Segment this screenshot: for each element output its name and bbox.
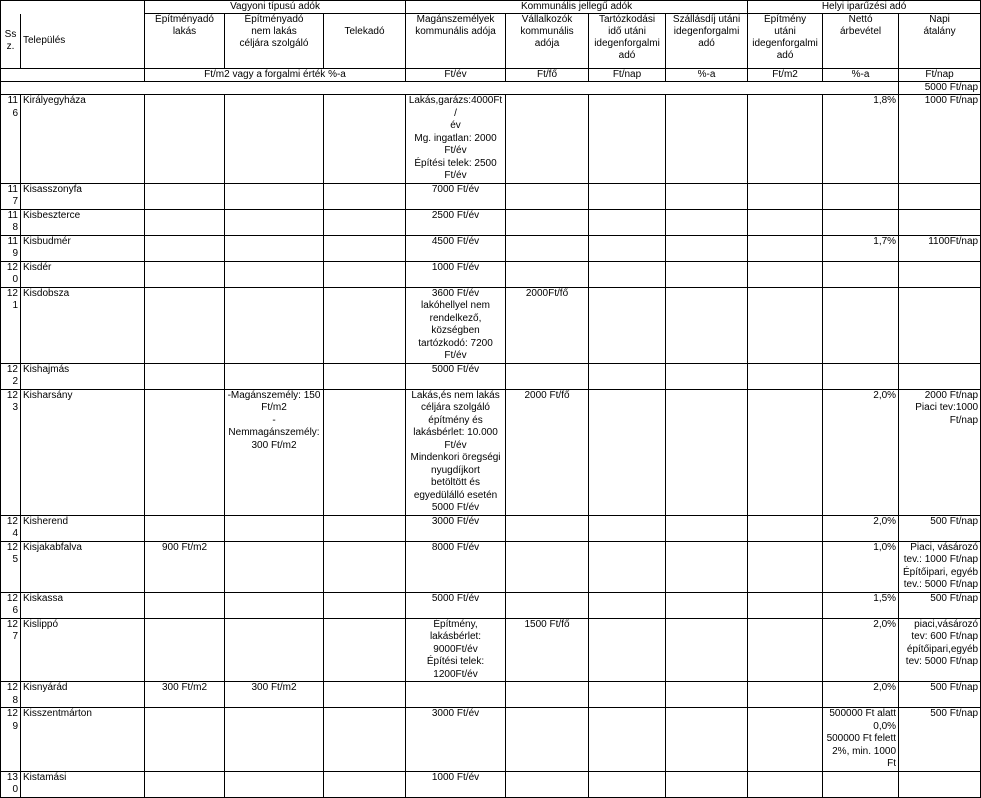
cell-ssz: 117 — [1, 183, 21, 209]
col-vallalkozok: Vállalkozók kommunális adója — [506, 14, 589, 69]
table-body — [1, 95, 981, 798]
table-row — [1, 209, 981, 235]
cell-epitmeny-nem-lakas — [225, 261, 324, 287]
cell-maganszemely-line: Ft/év — [444, 439, 467, 451]
cell-napi — [899, 183, 981, 209]
cell-epitmeny-nem-lakas — [225, 708, 324, 772]
cell-ssz: 127 — [1, 618, 21, 682]
cell-tartozkodasi — [589, 209, 666, 235]
cell-napi-line: 500 Ft/nap — [930, 708, 979, 719]
cell-epitmeny-nem-lakas-line: -Nemmagánszemély: — [228, 414, 320, 438]
cell-tartozkodasi — [589, 618, 666, 682]
cell-epitmeny-lakas: 900 Ft/m2 — [145, 541, 225, 592]
col-epitmeny-ig: Építmény utáni idegenforgalmi adó — [748, 14, 823, 69]
cell-maganszemely-line: céljára szolgáló — [421, 402, 490, 413]
cell-telepules: Kisherend — [21, 515, 145, 541]
cell-napi-line: építőipari,egyéb — [906, 643, 979, 655]
cell-telekado — [324, 389, 406, 515]
cell-maganszemely — [406, 363, 506, 389]
cell-tartozkodasi — [589, 261, 666, 287]
cell-epitmeny-nem-lakas-line: -Magánszemély: 150 — [227, 389, 321, 401]
cell-telekado — [324, 363, 406, 389]
table-row — [1, 389, 981, 515]
cell-epitmeny-ig — [748, 515, 823, 541]
cell-maganszemely-line: Mg. ingatlan: 2000 — [414, 132, 497, 144]
cell-maganszemely-line: építmény és — [428, 414, 483, 426]
cell-szallasdij — [666, 235, 748, 261]
cell-ssz: 120 — [1, 261, 21, 287]
cell-ssz: 130 — [1, 771, 21, 797]
cell-szallasdij — [666, 771, 748, 797]
table-row — [1, 261, 981, 287]
cell-netto-line: 0,0% — [873, 720, 897, 732]
cell-napi — [899, 682, 981, 708]
cell-vallalkozok: 1500 Ft/fő — [506, 618, 589, 682]
cell-epitmeny-lakas — [145, 209, 225, 235]
cell-tartozkodasi — [589, 389, 666, 515]
cell-maganszemely — [406, 235, 506, 261]
cell-maganszemely-line: lakásbérlet: — [429, 631, 482, 642]
cell-maganszemely-line: 1000 Ft/év — [431, 771, 480, 783]
cell-telekado — [324, 209, 406, 235]
cell-maganszemely — [406, 95, 506, 184]
cell-epitmeny-nem-lakas — [225, 287, 324, 363]
cell-epitmeny-ig — [748, 363, 823, 389]
cell-maganszemely-line: Lakás,garázs:4000Ft/ — [408, 95, 503, 119]
cell-ssz: 129 — [1, 708, 21, 772]
cell-tartozkodasi — [589, 771, 666, 797]
cell-napi-line: tev: 5000 Ft/nap — [905, 656, 979, 667]
cell-napi-line: tev.: 1000 Ft/nap — [903, 554, 979, 565]
cell-szallasdij — [666, 287, 748, 363]
cell-szallasdij — [666, 682, 748, 708]
cell-maganszemely-line: Ft/év — [444, 145, 467, 156]
cell-maganszemely — [406, 592, 506, 618]
cell-epitmeny-ig — [748, 261, 823, 287]
cell-telepules: Kiskassa — [21, 592, 145, 618]
cell-epitmeny-lakas — [145, 771, 225, 797]
cell-tartozkodasi — [589, 708, 666, 772]
cell-netto: 1,8% — [823, 95, 899, 184]
cell-napi — [899, 708, 981, 772]
cell-maganszemely-line: 7000 Ft/év — [431, 183, 480, 195]
cell-maganszemely-line: Építési telek: 2500 — [414, 157, 497, 169]
cell-napi-line: piaci,vásározó — [914, 618, 979, 630]
cell-szallasdij — [666, 261, 748, 287]
cell-napi — [899, 541, 981, 592]
cell-szallasdij — [666, 363, 748, 389]
col-epitmeny-lakas: Építményadó lakás — [145, 14, 225, 69]
col-telekado: Telekadó — [324, 14, 406, 69]
cell-telekado — [324, 287, 406, 363]
cell-maganszemely-line: Ft/év — [444, 170, 467, 181]
cell-epitmeny-nem-lakas — [225, 541, 324, 592]
cell-ssz: 122 — [1, 363, 21, 389]
cell-epitmeny-lakas — [145, 287, 225, 363]
cell-netto-line: 500000 Ft felett — [826, 733, 897, 744]
cell-telepules: Kislippó — [21, 618, 145, 682]
table-row — [1, 95, 981, 184]
top-napi-note: 5000 Ft/nap — [899, 82, 981, 95]
table-header — [1, 1, 981, 95]
cell-epitmeny-ig — [748, 287, 823, 363]
cell-napi-line: 1100Ft/nap — [928, 235, 979, 247]
cell-telepules: Kistamási — [21, 771, 145, 797]
cell-maganszemely — [406, 618, 506, 682]
cell-maganszemely-line: községben — [431, 325, 480, 336]
cell-maganszemely — [406, 515, 506, 541]
cell-maganszemely-line: Építmény, — [433, 618, 478, 630]
cell-maganszemely-line: 3600 Ft/év — [431, 287, 480, 299]
col-ssz: Ssz. — [1, 14, 21, 69]
cell-vallalkozok — [506, 95, 589, 184]
cell-telekado — [324, 771, 406, 797]
cell-netto: 1,5% — [823, 592, 899, 618]
cell-netto-line: 500000 Ft alatt — [829, 708, 897, 719]
cell-telekado — [324, 183, 406, 209]
cell-vallalkozok — [506, 515, 589, 541]
cell-napi-line: 500 Ft/nap — [930, 592, 979, 604]
table-row — [1, 183, 981, 209]
cell-maganszemely-line: lakásbérlet: 10.000 — [413, 427, 498, 438]
cell-netto: 2,0% — [823, 682, 899, 708]
col-telepules: Település — [21, 14, 145, 69]
cell-epitmeny-lakas — [145, 592, 225, 618]
unit-tartozkodasi: Ft/nap — [589, 69, 666, 82]
cell-maganszemely-line: 1200Ft/év — [433, 668, 478, 680]
cell-maganszemely — [406, 771, 506, 797]
cell-maganszemely-line: lakóhellyel nem — [421, 300, 490, 311]
cell-tartozkodasi — [589, 541, 666, 592]
cell-maganszemely-line: Ft/év — [444, 350, 467, 361]
cell-telepules: Kisjakabfalva — [21, 541, 145, 592]
cell-netto — [823, 183, 899, 209]
group-ipar: Helyi iparűzési adó — [748, 1, 981, 14]
col-netto: Nettó árbevétel — [823, 14, 899, 69]
cell-telekado — [324, 618, 406, 682]
cell-epitmeny-lakas — [145, 389, 225, 515]
cell-telekado — [324, 682, 406, 708]
cell-telepules: Kishajmás — [21, 363, 145, 389]
cell-ssz: 123 — [1, 389, 21, 515]
cell-tartozkodasi — [589, 287, 666, 363]
cell-napi — [899, 771, 981, 797]
cell-epitmeny-nem-lakas — [225, 771, 324, 797]
cell-epitmeny-nem-lakas — [225, 183, 324, 209]
cell-maganszemely-line: egyedülálló esetén — [413, 489, 498, 501]
cell-tartozkodasi — [589, 183, 666, 209]
cell-vallalkozok — [506, 708, 589, 772]
cell-maganszemely — [406, 183, 506, 209]
col-szallasdij: Szállásdíj utáni idegenforgalmi adó — [666, 14, 748, 69]
cell-netto: 1,7% — [823, 235, 899, 261]
cell-tartozkodasi — [589, 235, 666, 261]
cell-tartozkodasi — [589, 363, 666, 389]
cell-netto: 2,0% — [823, 389, 899, 515]
cell-epitmeny-ig — [748, 682, 823, 708]
cell-epitmeny-nem-lakas: 300 Ft/m2 — [225, 682, 324, 708]
cell-maganszemely — [406, 261, 506, 287]
cell-telekado — [324, 235, 406, 261]
cell-szallasdij — [666, 183, 748, 209]
cell-netto — [823, 261, 899, 287]
table-row — [1, 515, 981, 541]
cell-epitmeny-nem-lakas — [225, 389, 324, 515]
cell-vallalkozok — [506, 592, 589, 618]
cell-napi — [899, 235, 981, 261]
cell-napi-line: Piaci, vásározó — [910, 541, 979, 553]
cell-vallalkozok — [506, 682, 589, 708]
cell-vallalkozok — [506, 541, 589, 592]
col-napi: Napi átalány — [899, 14, 981, 69]
cell-szallasdij — [666, 515, 748, 541]
cell-napi-line: Piaci tev:1000 — [915, 402, 979, 413]
table-row — [1, 708, 981, 772]
cell-maganszemely-line: 8000 Ft/év — [431, 541, 480, 553]
table-row — [1, 771, 981, 797]
cell-ssz: 125 — [1, 541, 21, 592]
col-maganszemely: Magánszemélyek kommunális adója — [406, 14, 506, 69]
cell-epitmeny-ig — [748, 771, 823, 797]
cell-maganszemely-line: 9000Ft/év — [433, 643, 478, 655]
cell-napi-line: tev.: 5000 Ft/nap — [903, 579, 979, 590]
cell-maganszemely — [406, 708, 506, 772]
cell-maganszemely-line: 5000 Ft/év — [431, 363, 480, 375]
cell-szallasdij — [666, 592, 748, 618]
cell-telepules: Kisbeszterce — [21, 209, 145, 235]
cell-telepules: Kisbudmér — [21, 235, 145, 261]
cell-maganszemely-line: 4500 Ft/év — [431, 235, 480, 247]
cell-napi — [899, 363, 981, 389]
cell-epitmeny-ig — [748, 95, 823, 184]
cell-ssz: 119 — [1, 235, 21, 261]
cell-telepules: Kisasszonyfa — [21, 183, 145, 209]
cell-netto — [823, 771, 899, 797]
cell-telepules: Királyegyháza — [21, 95, 145, 184]
unit-vagyoni: Ft/m2 vagy a forgalmi érték %-a — [145, 69, 406, 82]
cell-epitmeny-ig — [748, 235, 823, 261]
cell-telekado — [324, 515, 406, 541]
cell-telepules: Kisharsány — [21, 389, 145, 515]
cell-tartozkodasi — [589, 515, 666, 541]
cell-telepules: Kisdér — [21, 261, 145, 287]
table-row — [1, 235, 981, 261]
cell-szallasdij — [666, 541, 748, 592]
cell-maganszemely-line: tartózkodó: 7200 — [418, 337, 493, 349]
cell-vallalkozok — [506, 771, 589, 797]
cell-telekado — [324, 541, 406, 592]
cell-szallasdij — [666, 209, 748, 235]
cell-maganszemely-line: 3000 Ft/év — [431, 515, 480, 527]
table-row — [1, 363, 981, 389]
cell-netto-line: 2%, min. 1000 Ft — [832, 745, 897, 769]
cell-telekado — [324, 95, 406, 184]
col-tartozkodasi: Tartózkodási idő utáni idegenforgalmi adó — [589, 14, 666, 69]
cell-tartozkodasi — [589, 95, 666, 184]
cell-ssz: 116 — [1, 95, 21, 184]
cell-epitmeny-lakas: 300 Ft/m2 — [145, 682, 225, 708]
table-row — [1, 592, 981, 618]
cell-maganszemely-line: 2500 Ft/év — [431, 209, 480, 221]
cell-epitmeny-ig — [748, 618, 823, 682]
unit-maganszemely: Ft/év — [406, 69, 506, 82]
unit-vallalkozok: Ft/fő — [506, 69, 589, 82]
cell-epitmeny-nem-lakas — [225, 592, 324, 618]
table-row — [1, 287, 981, 363]
cell-epitmeny-lakas — [145, 363, 225, 389]
cell-napi — [899, 209, 981, 235]
cell-maganszemely — [406, 389, 506, 515]
cell-epitmeny-lakas — [145, 515, 225, 541]
cell-vallalkozok — [506, 235, 589, 261]
cell-epitmeny-nem-lakas — [225, 363, 324, 389]
unit-szallasdij: %-a — [666, 69, 748, 82]
cell-vallalkozok — [506, 209, 589, 235]
cell-napi-line: 2000 Ft/nap — [924, 389, 979, 401]
cell-telekado — [324, 592, 406, 618]
cell-epitmeny-nem-lakas-line: 300 Ft/m2 — [251, 439, 297, 451]
cell-epitmeny-ig — [748, 389, 823, 515]
cell-epitmeny-nem-lakas-line: Ft/m2 — [261, 402, 287, 413]
cell-epitmeny-lakas — [145, 183, 225, 209]
cell-ssz: 124 — [1, 515, 21, 541]
cell-napi-line: Építőipari, egyéb — [903, 566, 979, 578]
cell-napi — [899, 389, 981, 515]
cell-netto: 1,0% — [823, 541, 899, 592]
group-vagyoni: Vagyoni típusú adók — [145, 1, 406, 14]
cell-netto — [823, 209, 899, 235]
cell-napi — [899, 618, 981, 682]
table-row — [1, 618, 981, 682]
cell-netto: 2,0% — [823, 618, 899, 682]
cell-telekado — [324, 261, 406, 287]
cell-telekado — [324, 708, 406, 772]
cell-ssz: 126 — [1, 592, 21, 618]
cell-maganszemely-line: Építési telek: — [426, 656, 485, 667]
cell-tartozkodasi — [589, 592, 666, 618]
cell-netto — [823, 363, 899, 389]
cell-maganszemely-line: Mindenkori öregségi — [410, 452, 501, 463]
cell-maganszemely-line: nyugdíjkort — [431, 464, 480, 476]
cell-szallasdij — [666, 618, 748, 682]
cell-telepules: Kisdobsza — [21, 287, 145, 363]
cell-maganszemely-line: betöltött és — [431, 477, 480, 488]
cell-telepules: Kisszentmárton — [21, 708, 145, 772]
cell-netto — [823, 708, 899, 772]
cell-netto — [823, 287, 899, 363]
cell-vallalkozok: 2000 Ft/fő — [506, 389, 589, 515]
cell-napi-line: 500 Ft/nap — [930, 682, 979, 693]
cell-maganszemely-line: 5000 Ft/év — [431, 592, 480, 604]
unit-netto: %-a — [823, 69, 899, 82]
cell-epitmeny-lakas — [145, 261, 225, 287]
cell-epitmeny-lakas — [145, 235, 225, 261]
cell-maganszemely-line: rendelkező, — [429, 312, 482, 324]
cell-napi-line: tev: 600 Ft/nap — [911, 631, 979, 642]
cell-napi — [899, 592, 981, 618]
cell-maganszemely — [406, 682, 506, 708]
cell-ssz: 128 — [1, 682, 21, 708]
cell-szallasdij — [666, 95, 748, 184]
cell-epitmeny-nem-lakas — [225, 209, 324, 235]
cell-epitmeny-lakas — [145, 95, 225, 184]
table-row — [1, 541, 981, 592]
cell-telepules: Kisnyárád — [21, 682, 145, 708]
cell-napi — [899, 95, 981, 184]
cell-maganszemely — [406, 541, 506, 592]
cell-napi — [899, 515, 981, 541]
cell-netto: 2,0% — [823, 515, 899, 541]
cell-napi — [899, 261, 981, 287]
cell-vallalkozok — [506, 261, 589, 287]
cell-maganszemely-line: 5000 Ft/év — [431, 502, 480, 513]
cell-epitmeny-lakas — [145, 618, 225, 682]
unit-napi: Ft/nap — [899, 69, 981, 82]
cell-maganszemely-line: 1000 Ft/év — [431, 261, 480, 273]
table-row — [1, 682, 981, 708]
group-kommunalis: Kommunális jellegű adók — [406, 1, 748, 14]
cell-szallasdij — [666, 389, 748, 515]
cell-vallalkozok — [506, 183, 589, 209]
cell-epitmeny-ig — [748, 592, 823, 618]
cell-epitmeny-nem-lakas — [225, 95, 324, 184]
cell-ssz: 121 — [1, 287, 21, 363]
cell-vallalkozok — [506, 363, 589, 389]
cell-maganszemely — [406, 287, 506, 363]
cell-epitmeny-nem-lakas — [225, 515, 324, 541]
cell-epitmeny-ig — [748, 541, 823, 592]
cell-vallalkozok: 2000Ft/fő — [506, 287, 589, 363]
cell-maganszemely — [406, 209, 506, 235]
cell-napi-line: Ft/nap — [949, 414, 979, 426]
cell-maganszemely-line: Lakás,és nem lakás — [411, 389, 500, 401]
cell-ssz: 118 — [1, 209, 21, 235]
cell-epitmeny-ig — [748, 708, 823, 772]
col-epitmeny-nem-lakas: Építményadó nem lakás céljára szolgáló — [225, 14, 324, 69]
unit-epitmeny-ig: Ft/m2 — [748, 69, 823, 82]
cell-tartozkodasi — [589, 682, 666, 708]
cell-napi-line: 1000 Ft/nap — [924, 95, 979, 106]
cell-epitmeny-nem-lakas — [225, 618, 324, 682]
cell-szallasdij — [666, 708, 748, 772]
cell-napi — [899, 287, 981, 363]
cell-maganszemely-line: 3000 Ft/év — [431, 708, 480, 719]
cell-maganszemely-line: év — [450, 120, 461, 131]
cell-epitmeny-nem-lakas — [225, 235, 324, 261]
cell-epitmeny-ig — [748, 209, 823, 235]
cell-napi-line: 500 Ft/nap — [930, 515, 979, 527]
cell-epitmeny-lakas — [145, 708, 225, 772]
cell-epitmeny-ig — [748, 183, 823, 209]
